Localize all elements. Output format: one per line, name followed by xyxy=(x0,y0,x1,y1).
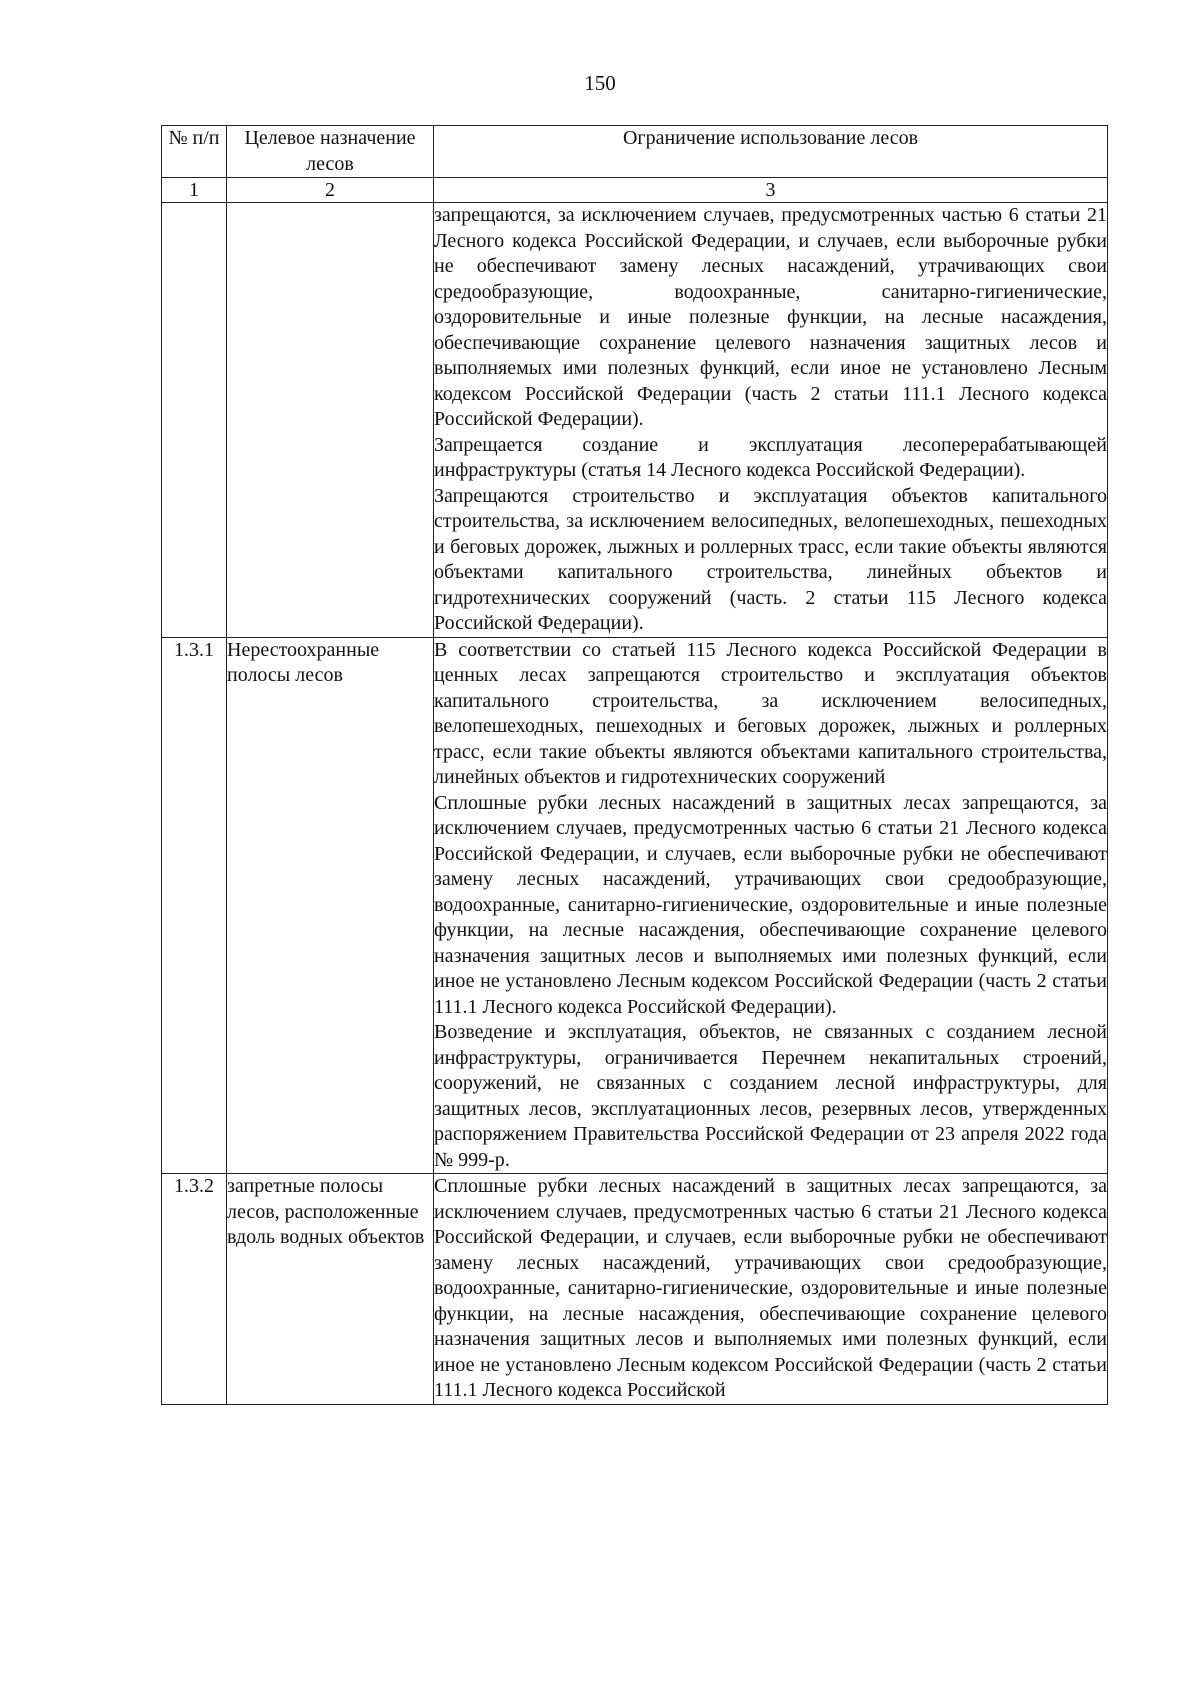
restriction-paragraph: Запрещаются строительство и эксплуатация объектов капитального строительства, за исключением велосипедных, велопешеходных, пешеходных и беговых дорожек, лыжных и роллерных трасс, если такие объекты являются объектами капитального строительства, линейных объектов и гидротехнических сооружений (часть. 2 статьи 115 Лесного кодекса Российской Федерации). xyxy=(434,484,1107,634)
table-row xyxy=(162,203,1108,638)
row-purpose xyxy=(227,203,434,638)
row-purpose: запретные полосы лесов, расположенные вдоль водных объектов xyxy=(227,1174,434,1405)
restriction-paragraph: Сплошные рубки лесных насаждений в защитных лесах запрещаются, за исключением случаев, предусмотренных частью 6 статьи 21 Лесного кодекса Российской Федерации, и случаев, если выборочные рубки не обеспечивают замену лесных насаждений, утрачивающих свои средообразующие, водоохранные, санитарно-гигиенические, оздоровительные и иные полезные функции, на лесные насаждения, обеспечивающие сохранение целевого назначения защитных лесов и выполняемых ими полезных функций, если иное не установлено Лесным кодексом Российской Федерации (часть 2 статьи 111.1 Лесного кодекса Российской Федерации). xyxy=(434,791,1107,1018)
column-number: 1 xyxy=(162,178,227,203)
table-row xyxy=(162,1174,1108,1405)
row-restrictions xyxy=(434,1174,1108,1405)
restriction-paragraph: запрещаются, за исключением случаев, предусмотренных частью 6 статьи 21 Лесного кодекса Российской Федерации, и случаев, если выборочные рубки не обеспечивают замену лесных насаждений, утрачивающих свои средообразующие, водоохранные, санитарно-гигиенические, оздоровительные и иные полезные функции, на лесные насаждения, обеспечивающие сохранение целевого назначения защитных лесов и выполняемых ими полезных функций, если иное не установлено Лесным кодексом Российской Федерации (часть 2 статьи 111.1 Лесного кодекса Российской Федерации). xyxy=(434,204,1107,430)
row-number xyxy=(162,203,227,638)
restriction-paragraph: Сплошные рубки лесных насаждений в защитных лесах запрещаются, за исключением случаев, предусмотренных частью 6 статьи 21 Лесного кодекса Российской Федерации, и случаев, если выборочные рубки не обеспечивают замену лесных насаждений, утрачивающих свои средообразующие, водоохранные, санитарно-гигиенические, оздоровительные и иные полезные функции, на лесные насаждения, обеспечивающие сохранение целевого назначения защитных лесов и выполняемых ими полезных функций, если иное не установлено Лесным кодексом Российской Федерации (часть 2 статьи 111.1 Лесного кодекса Российской xyxy=(434,1175,1107,1401)
row-restrictions xyxy=(434,203,1108,638)
row-number: 1.3.2 xyxy=(162,1174,227,1405)
row-purpose: Нерестоохранные полосы лесов xyxy=(227,637,434,1174)
restriction-paragraph: В соответствии со статьей 115 Лесного кодекса Российской Федерации в ценных лесах запрещаются строительство и эксплуатация объектов капитального строительства, за исключением велосипедных, велопешеходных, пешеходных и беговых дорожек, лыжных и роллерных трасс, если такие объекты являются объектами капитального строительства, линейных объектов и гидротехнических сооружений xyxy=(434,638,1107,788)
header-purpose: Целевое назначение лесов xyxy=(227,126,434,178)
column-number: 2 xyxy=(227,178,434,203)
table-header-row xyxy=(162,126,1108,178)
header-restrictions: Ограничение использование лесов xyxy=(434,126,1108,178)
restrictions-table xyxy=(161,125,1108,1405)
row-restrictions xyxy=(434,637,1108,1174)
row-number: 1.3.1 xyxy=(162,637,227,1174)
restriction-paragraph: Запрещается создание и эксплуатация лесоперерабатывающей инфраструктуры (статья 14 Лесного кодекса Российской Федерации). xyxy=(434,433,1107,481)
header-number: № п/п xyxy=(162,126,227,178)
page-number: 150 xyxy=(584,71,616,95)
column-number-row xyxy=(162,178,1108,203)
restriction-paragraph: Возведение и эксплуатация, объектов, не связанных с созданием лесной инфраструктуры, ограничивается Перечнем некапитальных строений, сооружений, не связанных с созданием лесной инфраструктуры, для защитных лесов, эксплуатационных лесов, резервных лесов, утвержденных распоряжением Правительства Российской Федерации от 23 апреля 2022 года № 999-р. xyxy=(434,1021,1107,1171)
column-number: 3 xyxy=(434,178,1108,203)
table-row xyxy=(162,637,1108,1174)
